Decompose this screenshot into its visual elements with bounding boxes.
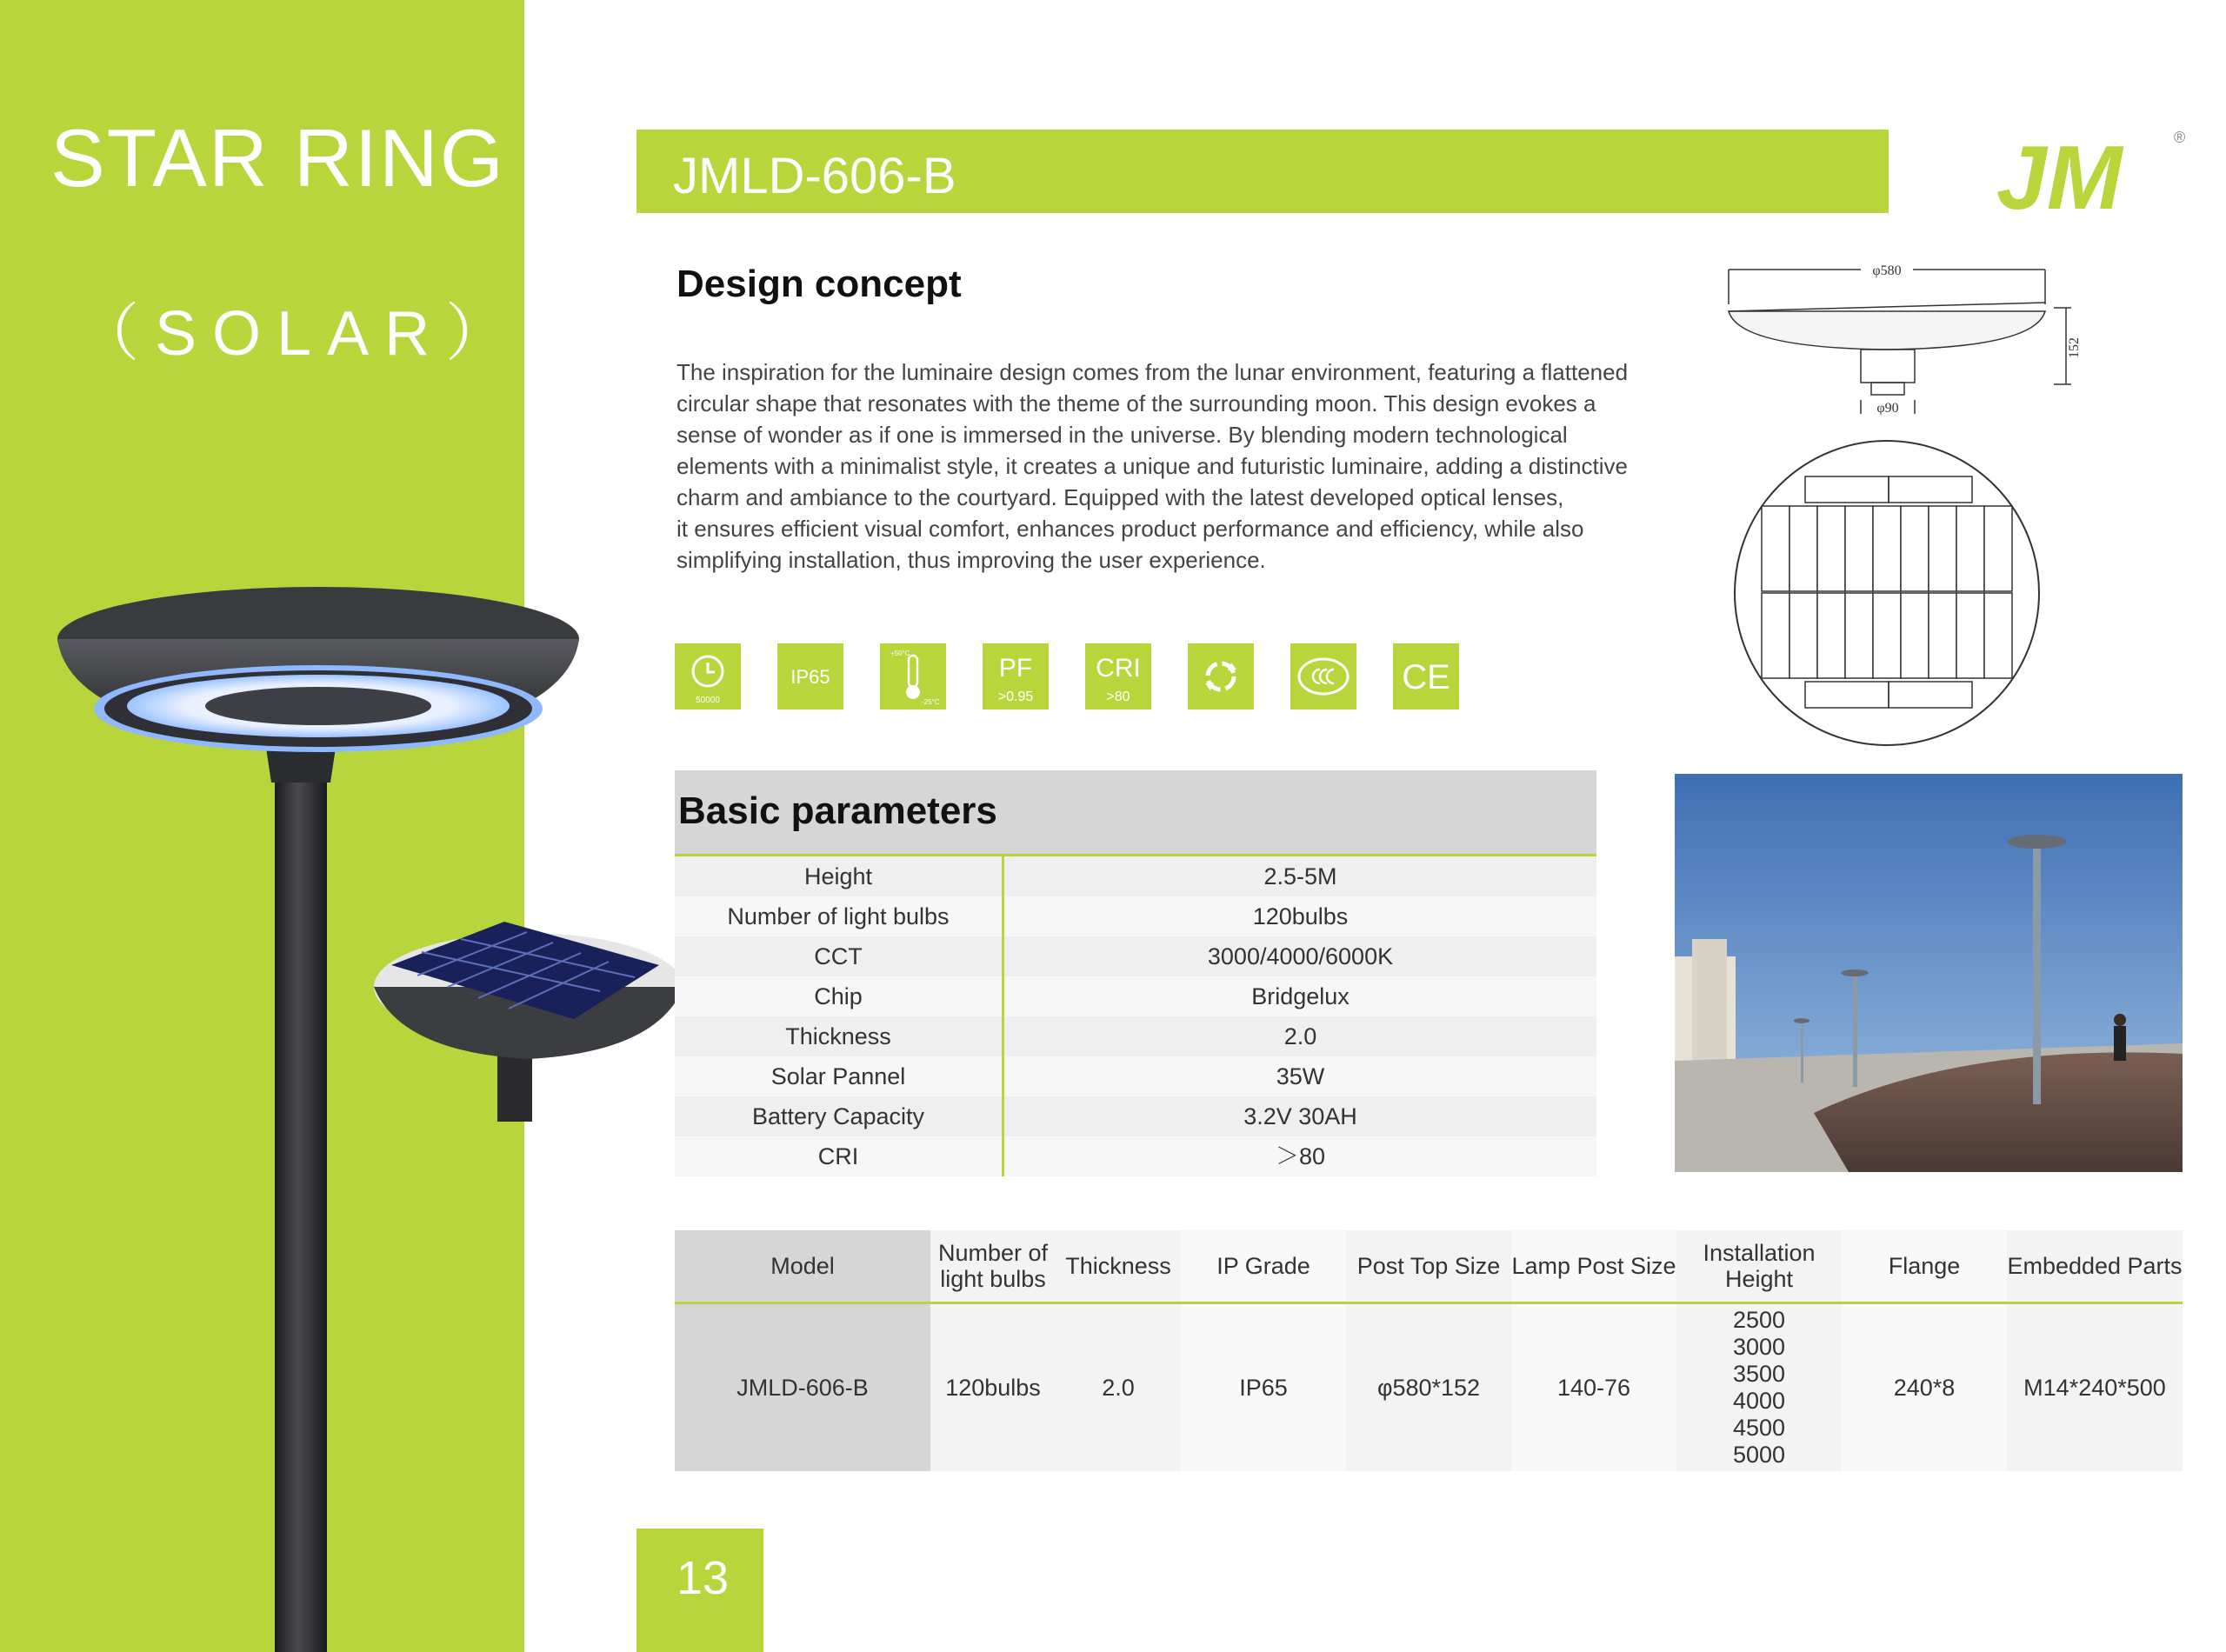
spec-cell-embedded-parts: M14*240*500 <box>2007 1304 2183 1471</box>
svg-text:CRI: CRI <box>1096 654 1141 683</box>
svg-text:φ580: φ580 <box>1872 263 1902 278</box>
svg-text:PF: PF <box>998 654 1033 683</box>
spec-header-thickness: Thickness <box>1056 1230 1181 1302</box>
spec-header-bulbs: Number of light bulbs <box>930 1230 1056 1302</box>
spec-header-installation-height: Installation Height <box>1676 1230 1842 1302</box>
spec-cell-model: JMLD-606-B <box>675 1304 930 1471</box>
svg-text:152: 152 <box>2067 337 2082 358</box>
design-concept-heading: Design concept <box>676 263 962 305</box>
svg-text:>0.95: >0.95 <box>997 689 1034 704</box>
svg-text:IP65: IP65 <box>790 666 830 688</box>
ip65-icon <box>777 643 843 709</box>
spec-cell-lamp-post-size: 140-76 <box>1511 1304 1676 1471</box>
product-series-title: STAR RING <box>50 112 505 203</box>
param-row-cct: CCT 3000/4000/6000K <box>675 936 1596 976</box>
recycle-icon <box>1188 643 1254 709</box>
spec-header-embedded-parts: Embedded Parts <box>2007 1230 2183 1302</box>
spec-cell-installation-height: 2500 3000 3500 4000 4500 5000 <box>1676 1304 1842 1471</box>
power-factor-icon <box>983 643 1049 709</box>
svg-text:+50°C: +50°C <box>890 649 910 657</box>
svg-text:CE: CE <box>1402 658 1450 696</box>
spec-cell-thickness: 2.0 <box>1056 1304 1181 1471</box>
spec-header-model: Model <box>675 1230 930 1302</box>
brand-logo <box>1989 125 2189 221</box>
temperature-icon <box>880 643 946 709</box>
svg-text:>80: >80 <box>1106 689 1130 704</box>
model-title: JMLD-606-B <box>673 148 956 204</box>
installation-scene-photo <box>1675 774 2183 1172</box>
spec-header-flange: Flange <box>1842 1230 2007 1302</box>
product-series-subtitle: （SOLAR） <box>77 299 524 369</box>
param-row-battery: Battery Capacity 3.2V 30AH <box>675 1096 1596 1136</box>
model-banner <box>636 130 1889 213</box>
param-row-chip: Chip Bridgelux <box>675 976 1596 1016</box>
spec-cell-ip-grade: IP65 <box>1181 1304 1346 1471</box>
param-row-bulbs: Number of light bulbs 120bulbs <box>675 896 1596 936</box>
param-row-thickness: Thickness 2.0 <box>675 1016 1596 1056</box>
lifespan-clock-icon <box>675 643 741 709</box>
param-row-solar-panel: Solar Pannel 35W <box>675 1056 1596 1096</box>
spec-table-header <box>675 1230 2183 1304</box>
param-row-cri: CRI ＞80 <box>675 1136 1596 1176</box>
ccc-certification-icon <box>1290 643 1356 709</box>
basic-parameters-header <box>675 770 1596 856</box>
spec-cell-bulbs: 120bulbs <box>930 1304 1056 1471</box>
spec-header-lamp-post-size: Lamp Post Size <box>1511 1230 1676 1302</box>
svg-text:®: ® <box>2174 129 2186 146</box>
basic-parameters-heading: Basic parameters <box>678 789 997 832</box>
page-number-badge <box>636 1529 763 1652</box>
spec-cell-flange: 240*8 <box>1842 1304 2007 1471</box>
spec-header-post-top-size: Post Top Size <box>1346 1230 1511 1302</box>
cri-icon <box>1085 643 1151 709</box>
lamp-product-illustration <box>35 556 678 1652</box>
svg-text:50000: 50000 <box>696 696 720 705</box>
ce-certification-icon <box>1393 643 1459 709</box>
spec-cell-post-top-size: φ580*152 <box>1346 1304 1511 1471</box>
svg-text:φ90: φ90 <box>1876 401 1899 416</box>
page-number: 13 <box>676 1552 730 1604</box>
spec-header-ip-grade: IP Grade <box>1181 1230 1346 1302</box>
spec-table-row <box>675 1304 2183 1471</box>
specification-table <box>675 1230 2183 1471</box>
param-row-height: Height 2.5-5M <box>675 856 1596 896</box>
svg-text:-25°C: -25°C <box>922 698 940 706</box>
basic-parameters-table <box>675 770 1596 1176</box>
technical-drawing <box>1722 252 2087 756</box>
design-concept-text: The inspiration for the luminaire design comes from the lunar environment, featuring a flattened circular shape that resonates with the theme of the surrounding moon. This design evokes a sense of wonder as if one is immersed in the universe. By blending modern technological elements with a minimalist style, it creates a unique and futuristic luminaire, adding a distinctive charm and ambiance to the courtyard. Equipped with the latest developed optical lenses, it ensures efficient visual comfort, enhances product performance and efficiency, while also simplifying installation, thus improving the user experience. <box>676 359 1629 573</box>
svg-text:JM: JM <box>1996 128 2123 221</box>
